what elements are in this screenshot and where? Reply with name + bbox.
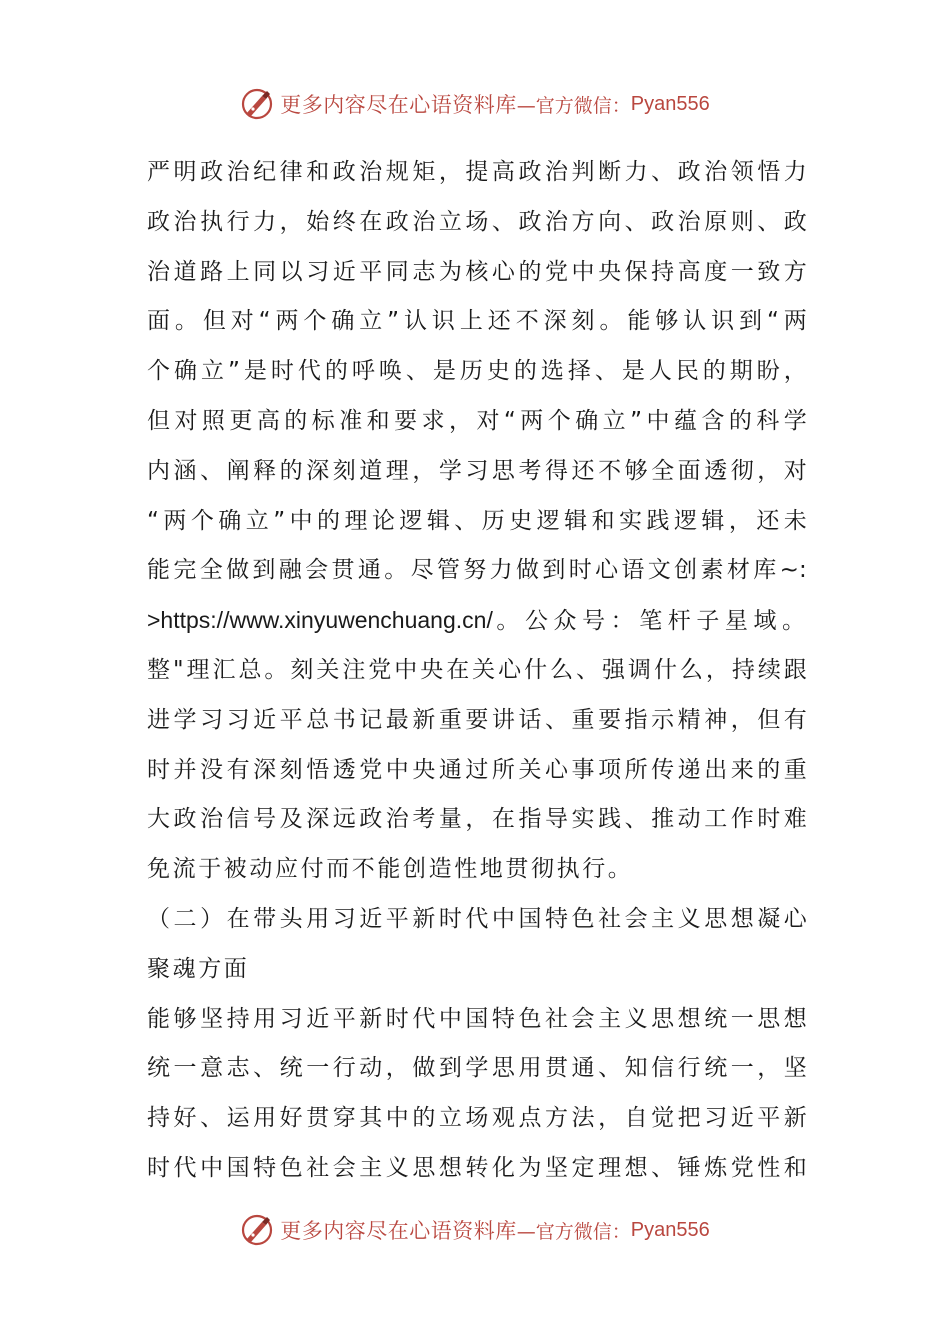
body-line: 但对照更高的标准和要求，对“两个确立”中蕴含的科学 [147,407,807,434]
pen-nib-icon [240,87,274,121]
body-line: 能完全做到融会贯通。尽管努力做到时心语文创素材库~: [147,557,807,584]
section-heading: 聚魂方面 [147,955,250,982]
body-line: “两个确立”中的理论逻辑、历史逻辑和实践逻辑，还未 [147,507,807,534]
body-line: 统一意志、统一行动，做到学思用贯通、知信行统一，坚 [147,1055,807,1082]
banner-text: 更多内容尽在心语资料库 [280,1219,517,1243]
body-line: 个确立”是时代的呼唤、是历史的选择、是人民的期盼， [147,358,807,385]
banner-wechat-id: Pyan556 [630,92,710,115]
body-line: 政治执行力，始终在政治立场、政治方向、政治原则、政 [147,208,807,235]
banner-separator: —官方微信： [516,94,631,117]
body-line: 免流于被动应付而不能创造性地贯彻执行。 [147,856,634,883]
body-line: 时代中国特色社会主义思想转化为坚定理想、锤炼党性和 [147,1154,807,1181]
banner-separator: —官方微信： [516,1220,631,1243]
footer-banner [0,1210,950,1250]
document-body [147,148,807,1194]
banner-text: 更多内容尽在心语资料库 [280,93,517,117]
body-line: 整"理汇总。刻关注党中央在关心什么、强调什么，持续跟 [147,656,807,683]
url-text: >https://www.xinyuwenchuang.cn/ [147,607,493,634]
body-line: 进学习习近平总书记最新重要讲话、重要指示精神，但有 [147,706,807,733]
body-line: 内涵、阐释的深刻道理，学习思考得还不够全面透彻，对 [147,457,807,484]
pen-nib-icon [240,1213,274,1247]
section-heading: （二）在带头用习近平新时代中国特色社会主义思想凝心 [147,905,807,932]
body-line: 能够坚持用习近平新时代中国特色社会主义思想统一思想 [147,1005,807,1032]
header-banner [0,84,950,124]
body-line-with-link [147,596,807,646]
body-line: 治道路上同以习近平同志为核心的党中央保持高度一致方 [147,258,807,285]
body-text: 。公众号：笔杆子星域。 [492,608,807,635]
body-line: 面。但对“两个确立”认识上还不深刻。能够认识到“两 [147,308,807,335]
body-line: 严明政治纪律和政治规矩，提高政治判断力、政治领悟力 [147,159,807,185]
body-line: 时并没有深刻悟透党中央通过所关心事项所传递出来的重 [147,756,807,783]
banner-wechat-id: Pyan556 [630,1218,710,1241]
body-line: 大政治信号及深远政治考量，在指导实践、推动工作时难 [147,806,807,833]
body-line: 持好、运用好贯穿其中的立场观点方法，自觉把习近平新 [147,1105,807,1132]
